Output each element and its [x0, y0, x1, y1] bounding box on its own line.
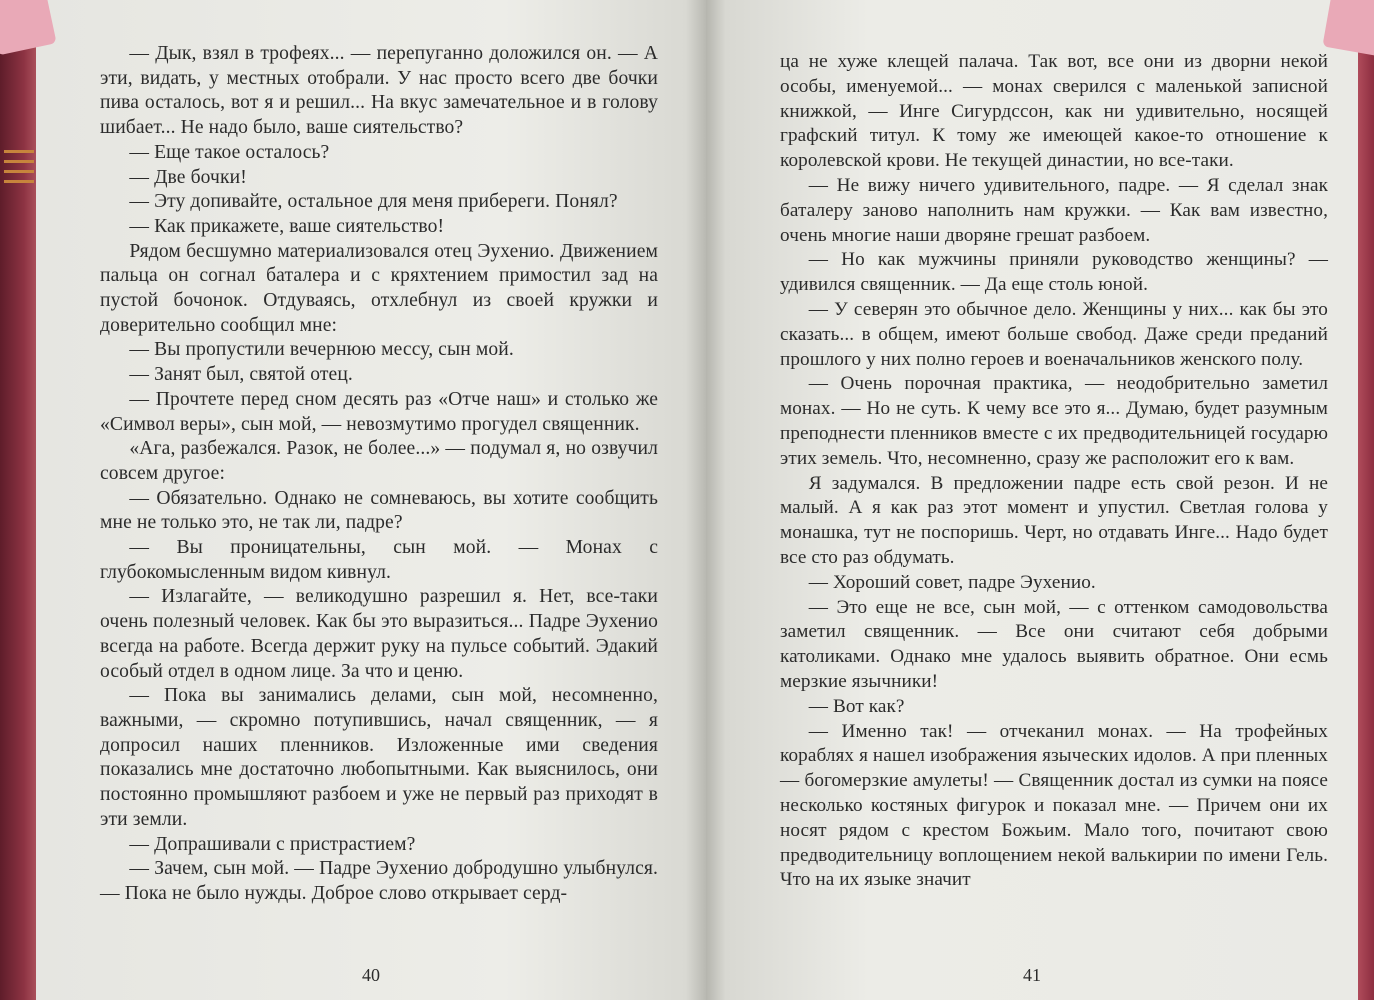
- paragraph: — Пока вы занимались делами, сын мой, несомненно, важными, — скромно потупившись, начал священник, — я допросил наших пленников. Изложенные ими сведения показались мне достаточно любопытными. Как выяснилось, они постоянно промышляют разбоем и уже не первый раз приходят в эти земли.: [100, 685, 658, 830]
- left-page-text: [100, 42, 658, 907]
- paragraph: — Вы проницательны, сын мой. — Монах с глубокомысленным видом кивнул.: [100, 537, 658, 583]
- paragraph: Я задумался. В предложении падре есть свой резон. И не малый. А я как раз этот момент и упустил. Светлая голова у монашка, тут не поспоришь. Черт, но отдавать Инге... Надо будет все сто раз обдумать.: [780, 472, 1328, 568]
- paragraph: — Излагайте, — великодушно разрешил я. Нет, все-таки очень полезный человек. Как бы это выразиться... Падре Эухенио всегда на работе. Всегда держит руку на пульсе событий. Эдакий особый отдел в одном лице. За что и ценю.: [100, 586, 658, 682]
- paragraph: — Не вижу ничего удивительного, падре. — Я сделал знак баталеру заново наполнить нам кружки. — Как вам известно, очень многие наши дворяне грешат разбоем.: [780, 174, 1328, 246]
- paragraph: — Именно так! — отчеканил монах. — На трофейных кораблях я нашел изображения языческих идолов. А при пленных — богомерзкие амулеты! — Священник достал из сумки на поясе несколько костяных фигурок и показал мне. — Причем они их носят рядом с крестом Божьим. Мало того, почитают свою предводительницу воплощением некой валькирии по имени Гель. Что на их языке значит: [780, 720, 1328, 891]
- paragraph: — Еще такое осталось?: [129, 141, 330, 163]
- paragraph: — Обязательно. Однако не сомневаюсь, вы хотите сообщить мне не только это, не так ли, падре?: [100, 487, 658, 534]
- paragraph: — Прочтете перед сном десять раз «Отче наш» и столько же «Символ веры», сын мой, — невозмутимо прогудел священник.: [100, 388, 658, 435]
- book-cover-left: [0, 0, 40, 1000]
- paragraph: — Хороший совет, падре Эухенио.: [808, 571, 1096, 593]
- paragraph: — Но как мужчины приняли руководство женщины? — удивился священник. — Да еще столь юной.: [780, 249, 1328, 296]
- page-number: 40: [362, 965, 380, 985]
- paragraph: — Эту допивайте, остальное для меня прибереги. Понял?: [129, 191, 618, 213]
- right-page-text: [780, 50, 1328, 893]
- paragraph: — Допрашивали с пристрастием?: [129, 833, 416, 855]
- paragraph: — Это еще не все, сын мой, — с оттенком самодовольства заметил священник. — Все они считают себя добрыми католиками. Однако мне удалось выявить обратное. Они есмь мерзкие язычники!: [780, 596, 1328, 692]
- paragraph: — Зачем, сын мой. — Падре Эухенио добродушно улыбнулся. — Пока не было нужды. Доброе слово открывает серд-: [100, 858, 658, 904]
- paragraph: — Как прикажете, ваше сиятельство!: [129, 215, 445, 237]
- left-page: [36, 0, 706, 1000]
- cover-stripe: [4, 180, 34, 183]
- paragraph: — Очень порочная практика, — неодобрительно заметил монах. — Но не суть. К чему все это я... Думаю, будет разумным преподнести пленников вместе с их предводительницей государю этих земель. Что, несомненно, сразу же расположит его к вам.: [780, 373, 1328, 469]
- cover-stripe: [4, 170, 34, 173]
- paragraph: ца не хуже клещей палача. Так вот, все они из дворни некой особы, именуемой... — монах сверился с маленькой записной книжкой, — Инге Сигурдссон, как ни удивительно, носящей графский титул. К тому же имеющей какое-то отношение к королевской крови. Не текущей династии, но все-таки.: [780, 51, 1328, 172]
- paragraph: Рядом бесшумно материализовался отец Эухенио. Движением пальца он согнал баталера и с кряхтением примостил зад на пустой бочонок. Отдуваясь, отхлебнул из своей кружки и доверительно сообщил мне:: [100, 240, 658, 336]
- paragraph: — Занят был, святой отец.: [129, 364, 353, 386]
- paragraph: — Вот как?: [808, 695, 905, 717]
- paragraph: — У северян это обычное дело. Женщины у них... как бы это сказать... в общем, имеют больше свобод. Даже среди преданий прошлого у них полно героев и военачальников женского полу.: [780, 298, 1328, 370]
- paragraph: — Вы пропустили вечернюю мессу, сын мой.: [129, 339, 514, 361]
- right-page: [706, 0, 1358, 1000]
- cover-stripe: [4, 160, 34, 163]
- cover-stripe: [4, 150, 34, 153]
- page-number: 41: [1023, 965, 1041, 985]
- paragraph: — Две бочки!: [129, 166, 247, 188]
- paragraph: — Дык, взял в трофеях... — перепуганно доложился он. — А эти, видать, у местных отобрали. У нас просто всего две бочки пива осталось, вот я и решил... На вкус замечательное и в голову шибает... Не надо было, ваше сиятельство?: [100, 43, 658, 139]
- paragraph: «Ага, разбежался. Разок, не более...» — подумал я, но озвучил совсем другое:: [100, 438, 658, 484]
